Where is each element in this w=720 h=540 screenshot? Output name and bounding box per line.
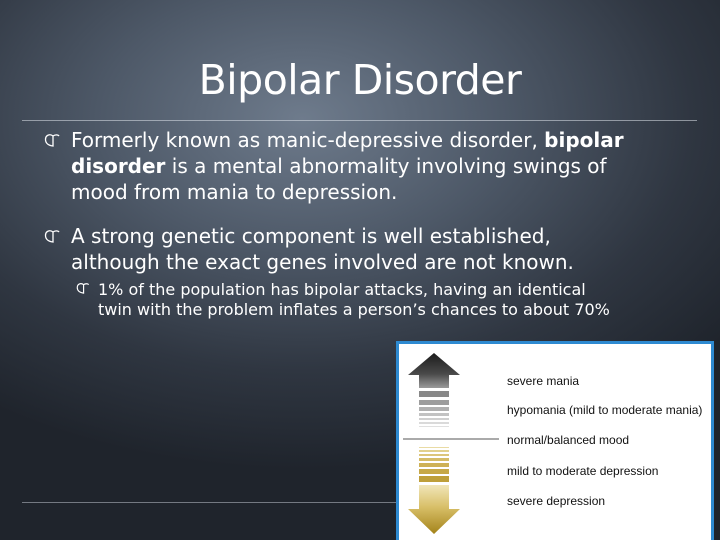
label-normal-mood: normal/balanced mood (507, 433, 630, 447)
bullet-2-line-1: A strong genetic component is well established, (71, 224, 551, 248)
dep-stripe-3 (419, 454, 449, 456)
dep-stripe-2 (419, 450, 449, 452)
bullet-1 (44, 127, 684, 205)
bullet-2 (44, 223, 684, 275)
sub-bullet (76, 280, 686, 320)
dep-stripe-7 (419, 476, 449, 482)
depression-arrow (408, 485, 460, 534)
bullet-icon (44, 229, 63, 244)
dep-stripe-4 (419, 458, 449, 461)
mania-stripe-6 (419, 422, 449, 424)
label-mild-depression: mild to moderate depression (507, 464, 659, 478)
footer-divider (22, 502, 400, 503)
title-divider (22, 120, 697, 121)
dep-stripe-1 (419, 447, 449, 448)
dep-stripe-5 (419, 463, 449, 467)
mood-spectrum-graphic (399, 344, 711, 540)
bullet-2-line-2: although the exact genes involved are not known. (71, 250, 574, 274)
slide-title: Bipolar Disorder (198, 56, 522, 104)
mania-stripe-1 (419, 391, 449, 397)
mood-spectrum-figure (396, 341, 714, 540)
sub-bullet-line-1: 1% of the population has bipolar attacks, having an identical (98, 280, 586, 299)
label-severe-mania: severe mania (507, 374, 580, 388)
mania-stripe-7 (419, 426, 449, 427)
bullet-icon (44, 133, 63, 148)
label-severe-depression: severe depression (507, 494, 606, 508)
mania-arrow (408, 353, 460, 388)
mania-stripe-4 (419, 413, 449, 416)
bullet-1-line-2: disorder is a mental abnormality involving swings of (71, 154, 607, 178)
mania-stripe-2 (419, 400, 449, 405)
mania-stripe-3 (419, 407, 449, 411)
mania-stripe-5 (419, 418, 449, 420)
bullet-1-line-1: Formerly known as manic-depressive disorder, bipolar (71, 128, 624, 152)
sub-bullet-line-2: twin with the problem inflates a person’s chances to about 70% (98, 300, 610, 319)
bullet-1-line-3: mood from mania to depression. (71, 180, 398, 204)
sub-bullet-icon (76, 282, 92, 295)
label-hypomania: hypomania (mild to moderate mania) (507, 403, 703, 417)
dep-stripe-6 (419, 469, 449, 474)
